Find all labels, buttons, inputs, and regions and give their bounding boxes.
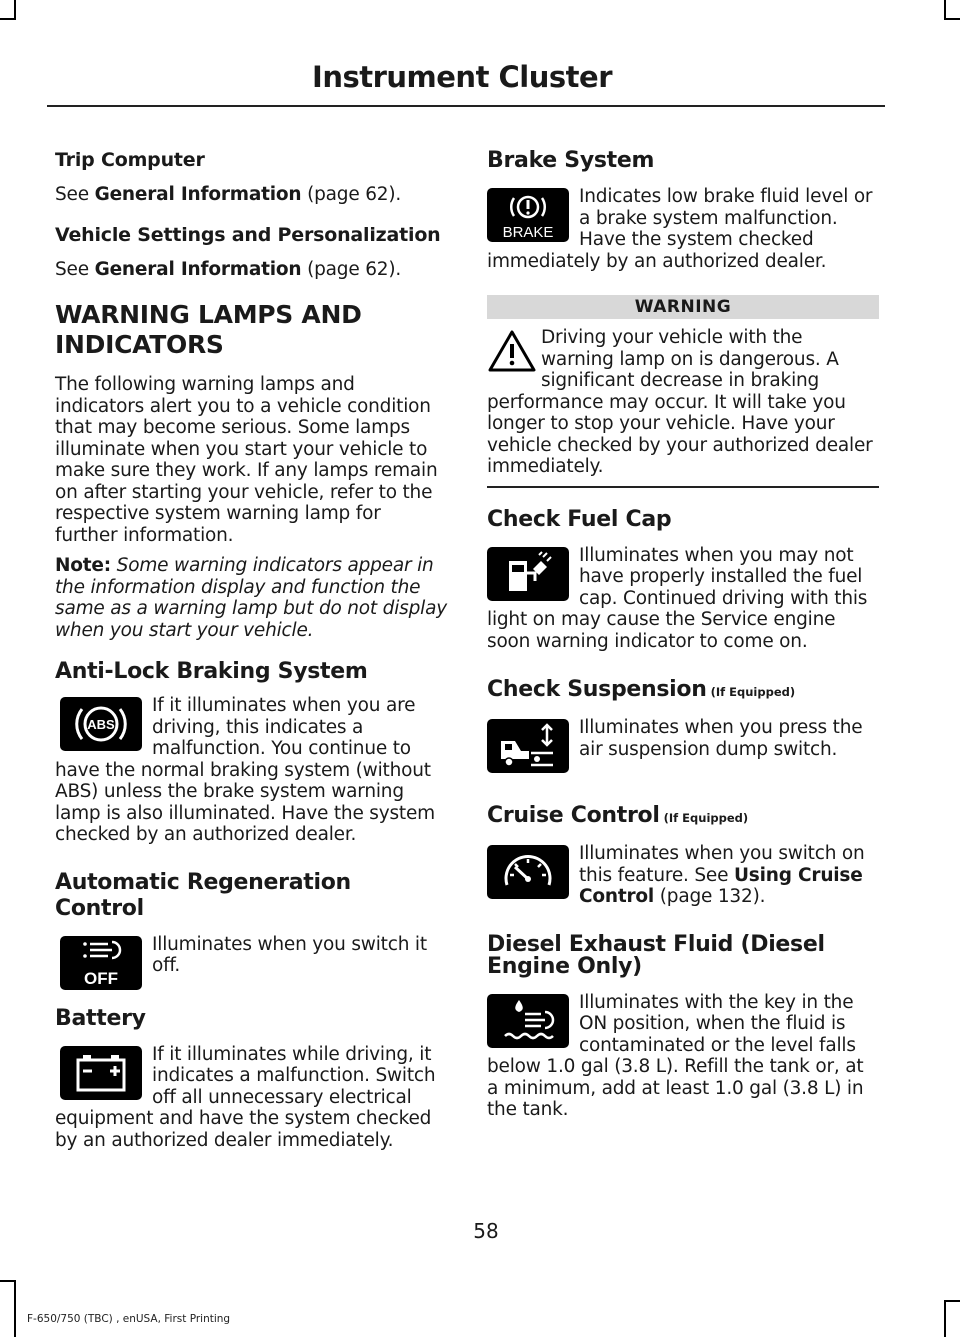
trip-computer-reference: See General Information (page 62). bbox=[55, 184, 402, 205]
note-paragraph: Note: Some warning indicators appear in the information display and function the same as a warning lamp but do not display when you start your vehicle. bbox=[55, 555, 447, 641]
cruise-entry bbox=[487, 843, 879, 908]
def-entry bbox=[487, 992, 879, 1121]
fuel-cap-description: Illuminates when you may not have properly installed the fuel cap. Continued driving with this light on may cause the Service engine soon warning indicator to come on. bbox=[487, 544, 868, 652]
crop-mark bbox=[0, 1280, 16, 1282]
svg-text:ABS: ABS bbox=[87, 717, 115, 732]
warning-lamps-section-title: WARNING LAMPS AND INDICATORS bbox=[55, 300, 362, 359]
general-information-link[interactable]: General Information bbox=[94, 184, 302, 205]
crop-mark bbox=[14, 1280, 16, 1337]
page-number: 58 bbox=[473, 1219, 499, 1243]
brake-heading: Brake System bbox=[487, 148, 655, 173]
vehicle-settings-heading: Vehicle Settings and Personalization bbox=[55, 223, 441, 246]
fuel-cap-entry bbox=[487, 545, 879, 653]
crop-mark bbox=[944, 1300, 960, 1302]
diesel-exhaust-fluid-icon bbox=[487, 994, 569, 1048]
battery-heading: Battery bbox=[55, 1005, 146, 1031]
svg-text:OFF: OFF bbox=[84, 968, 118, 988]
fuel-cap-icon bbox=[487, 547, 569, 601]
crop-mark bbox=[944, 18, 960, 20]
trip-computer-heading: Trip Computer bbox=[55, 149, 205, 171]
warning-triangle-icon bbox=[487, 329, 537, 373]
left-column bbox=[55, 148, 447, 1151]
fuel-cap-heading: Check Fuel Cap bbox=[487, 506, 672, 532]
def-heading: Diesel Exhaust Fluid (Diesel Engine Only) bbox=[487, 931, 825, 979]
right-column bbox=[487, 148, 879, 1121]
suspension-entry bbox=[487, 717, 879, 775]
abs-description: If it illuminates when you are driving, this indicates a malfunction. You continue to have the normal braking system (without ABS) unless the brake system warning lamp is also illuminated. Have the system checked by an authorized dealer. bbox=[55, 695, 435, 845]
abs-warning-icon bbox=[60, 697, 142, 751]
header-rule bbox=[47, 105, 885, 107]
brake-warning-icon bbox=[487, 188, 569, 242]
cruise-description: Illuminates when you switch on this feature. See Using Cruise Control (page 132). bbox=[579, 843, 865, 907]
regen-description: Illuminates when you switch it off. bbox=[152, 933, 427, 976]
page-header-title: Instrument Cluster bbox=[312, 60, 612, 94]
abs-entry bbox=[55, 695, 447, 846]
crop-mark bbox=[0, 18, 16, 20]
cruise-control-icon bbox=[487, 845, 569, 899]
general-information-link[interactable]: General Information bbox=[94, 258, 302, 280]
suspension-description: Illuminates when you press the air suspension dump switch. bbox=[579, 717, 863, 760]
abs-heading: Anti-Lock Braking System bbox=[55, 659, 368, 684]
intro-paragraph: The following warning lamps and indicators alert you to a vehicle condition that may become serious. Some lamps illuminate when you start your vehicle to make sure they work. If any lamps remain on after starting your vehicle, refer to the respective system warning lamp for further information. bbox=[55, 374, 438, 546]
footer-edition: F-650/750 (TBC) , enUSA, First Printing bbox=[27, 1313, 231, 1325]
svg-text:BRAKE: BRAKE bbox=[502, 224, 554, 241]
brake-description: Indicates low brake fluid level or a brake system malfunction. Have the system checked immediately by an authorized dealer. bbox=[487, 186, 873, 272]
warning-band: WARNING bbox=[487, 295, 879, 319]
warning-description: Driving your vehicle with the warning lamp on is dangerous. A significant decrease in braking performance may occur. It will take you longer to stop your vehicle. Have your vehicle checked by your authorized dealer immediately. bbox=[487, 327, 873, 477]
battery-entry bbox=[55, 1044, 447, 1152]
cruise-heading: Cruise Control (If Equipped) bbox=[487, 803, 749, 828]
warning-rule bbox=[487, 486, 879, 488]
battery-description: If it illuminates while driving, it indicates a malfunction. Switch off all unnecessary electrical equipment and have the system checked by an authorized dealer immediately. bbox=[55, 1043, 436, 1151]
warning-entry bbox=[487, 327, 879, 478]
def-description: Illuminates with the key in the ON position, when the fluid is contaminated or the level falls below 1.0 gal (3.8 L). Refill the tank or, at a minimum, add at least 1.0 gal (3.8 L) in the tank. bbox=[487, 991, 864, 1120]
regen-heading: Automatic Regeneration Control bbox=[55, 869, 351, 921]
suspension-heading: Check Suspension (If Equipped) bbox=[487, 677, 796, 702]
suspension-icon bbox=[487, 719, 569, 773]
crop-mark bbox=[14, 0, 16, 20]
crop-mark bbox=[944, 1300, 946, 1337]
vehicle-settings-reference: See General Information (page 62). bbox=[55, 258, 402, 280]
regeneration-off-icon bbox=[60, 936, 142, 990]
brake-entry bbox=[487, 186, 879, 272]
battery-icon bbox=[60, 1046, 142, 1100]
using-cruise-control-link[interactable]: Using Cruise Control bbox=[579, 864, 863, 907]
crop-mark bbox=[944, 0, 946, 20]
regen-entry bbox=[55, 934, 447, 992]
